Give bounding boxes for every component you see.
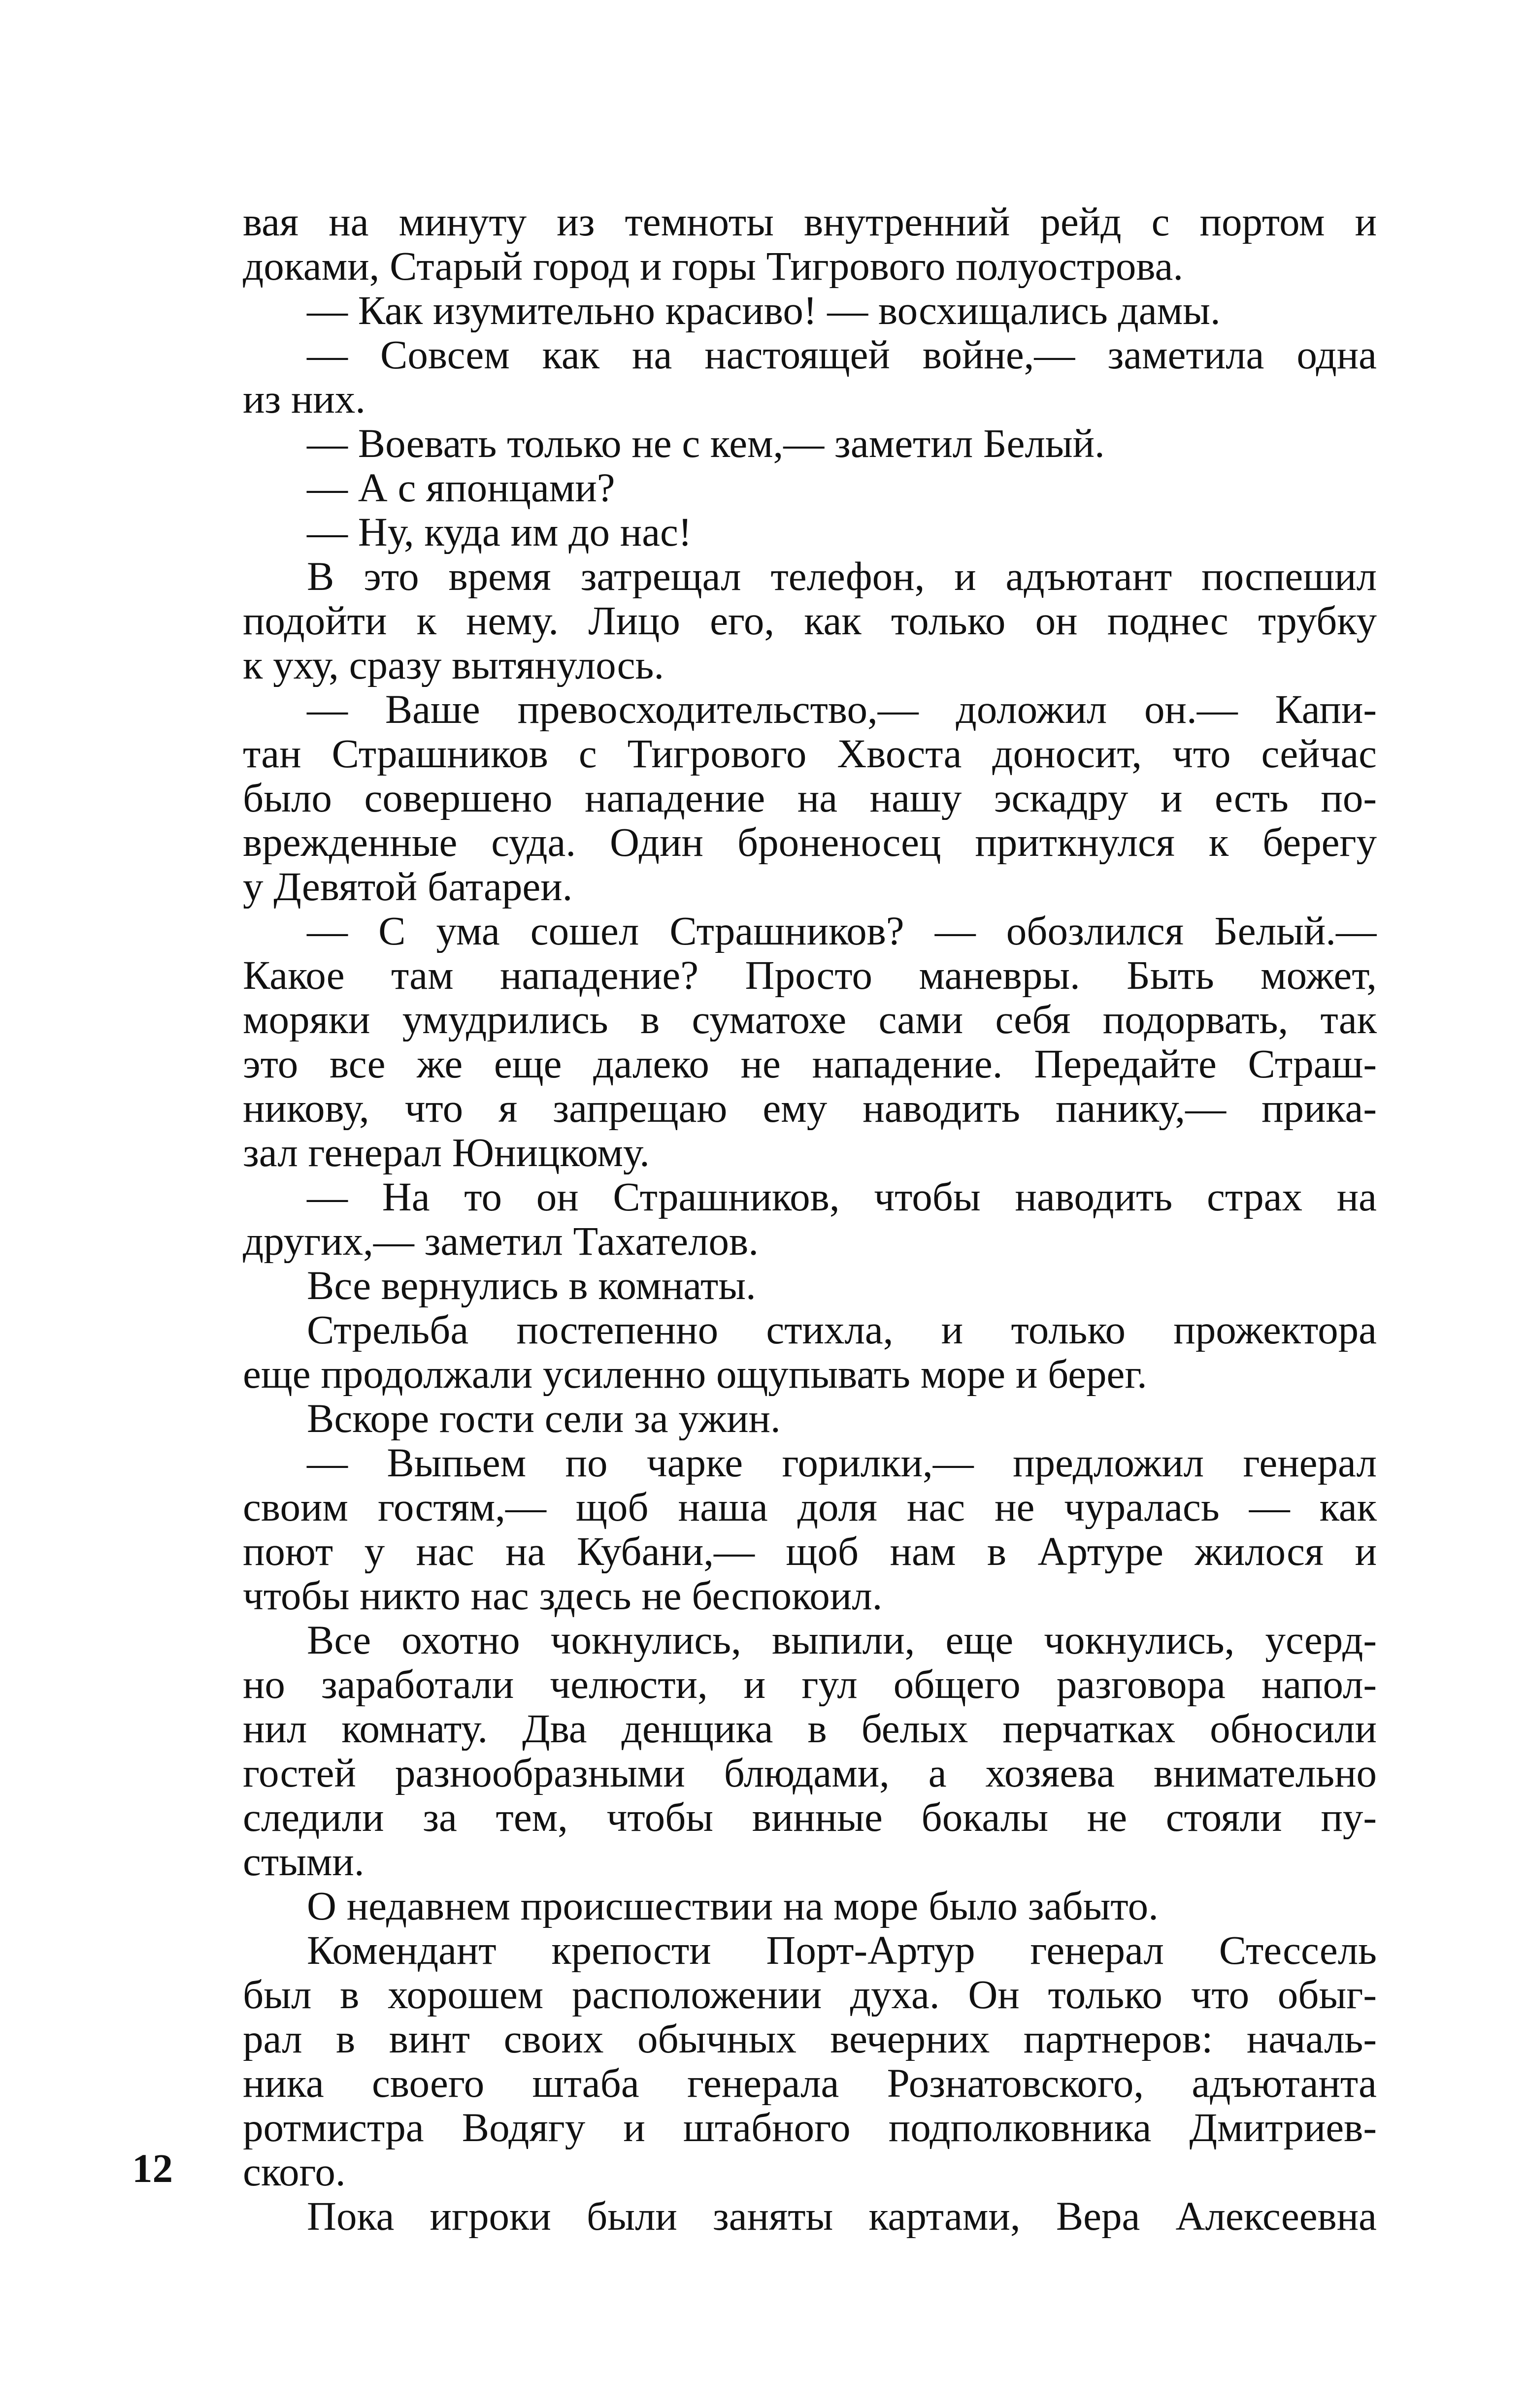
text-line: О недавнем происшествии на море было забыто.: [307, 1884, 1159, 1928]
text-line: — Выпьем по чарке горилки,— предложил генерал: [307, 1440, 1377, 1485]
page-number: 12: [132, 2146, 173, 2191]
text-line: никову, что я запрещаю ему наводить панику,— прика-: [243, 1086, 1377, 1130]
text-line: моряки умудрились в суматохе сами себя подорвать, так: [243, 997, 1377, 1041]
text-line: к уху, сразу вытянулось.: [243, 643, 664, 687]
text-line: врежденные суда. Один броненосец приткнулся к берегу: [243, 820, 1377, 864]
text-line: Все вернулись в комнаты.: [307, 1263, 756, 1307]
text-line: ротмистра Водягу и штабного подполковника Дмитриев-: [243, 2105, 1377, 2149]
text-line: поют у нас на Кубани,— щоб нам в Артуре жилося и: [243, 1529, 1377, 1573]
text-line: зал генерал Юницкому.: [243, 1130, 650, 1174]
text-line: было совершено нападение на нашу эскадру и есть по-: [243, 776, 1377, 820]
text-line: нил комнату. Два денщика в белых перчатках обносили: [243, 1706, 1377, 1751]
text-line: Вскоре гости сели за ужин.: [307, 1396, 781, 1440]
text-line: ского.: [243, 2149, 346, 2194]
text-line: Какое там нападение? Просто маневры. Быть может,: [243, 953, 1377, 997]
text-line: это все же еще далеко не нападение. Передайте Страш-: [243, 1041, 1377, 1086]
text-line: Стрельба постепенно стихла, и только прожектора: [307, 1307, 1377, 1352]
text-line: других,— заметил Тахателов.: [243, 1219, 759, 1263]
text-line: Пока игроки были заняты картами, Вера Алексеевна: [307, 2194, 1377, 2238]
text-line: у Девятой батареи.: [243, 864, 573, 909]
text-line: подойти к нему. Лицо его, как только он поднес трубку: [243, 598, 1377, 643]
text-line: — С ума сошел Страшников? — обозлился Белый.—: [307, 909, 1377, 953]
text-line: — Ну, куда им до нас!: [307, 510, 692, 554]
text-line: но заработали челюсти, и гул общего разговора напол-: [243, 1662, 1377, 1706]
text-line: следили за тем, чтобы винные бокалы не стояли пу-: [243, 1795, 1377, 1839]
text-line: — Воевать только не с кем,— заметил Белый.: [307, 421, 1105, 465]
text-line: еще продолжали усиленно ощупывать море и берег.: [243, 1352, 1147, 1396]
text-line: своим гостям,— щоб наша доля нас не чуралась — как: [243, 1485, 1377, 1529]
text-line: — На то он Страшников, чтобы наводить страх на: [307, 1174, 1377, 1219]
text-line: Все охотно чокнулись, выпили, еще чокнулись, усерд-: [307, 1618, 1377, 1662]
text-line: рал в винт своих обычных вечерних партнеров: началь-: [243, 2017, 1377, 2061]
text-line: — Ваше превосходительство,— доложил он.— Капи-: [307, 687, 1377, 731]
text-line: вая на минуту из темноты внутренний рейд с портом и: [243, 199, 1377, 244]
text-line: гостей разнообразными блюдами, а хозяева внимательно: [243, 1751, 1377, 1795]
text-line: чтобы никто нас здесь не беспокоил.: [243, 1573, 883, 1618]
text-line: В это время затрещал телефон, и адъютант поспешил: [307, 554, 1377, 598]
body-text: [243, 199, 1377, 2238]
text-line: был в хорошем расположении духа. Он только что обыг-: [243, 1972, 1377, 2017]
text-line: — Совсем как на настоящей войне,— заметила одна: [307, 332, 1377, 377]
text-line: ника своего штаба генерала Рознатовского, адъютанта: [243, 2061, 1377, 2105]
text-line: Комендант крепости Порт-Артур генерал Стессель: [307, 1928, 1377, 1972]
text-line: тан Страшников с Тигрового Хвоста доносит, что сейчас: [243, 731, 1377, 776]
text-line: из них.: [243, 377, 366, 421]
text-line: — А с японцами?: [307, 465, 615, 510]
text-line: — Как изумительно красиво! — восхищались дамы.: [307, 288, 1221, 332]
text-line: стыми.: [243, 1839, 365, 1884]
text-line: доками, Старый город и горы Тигрового полуострова.: [243, 244, 1184, 288]
